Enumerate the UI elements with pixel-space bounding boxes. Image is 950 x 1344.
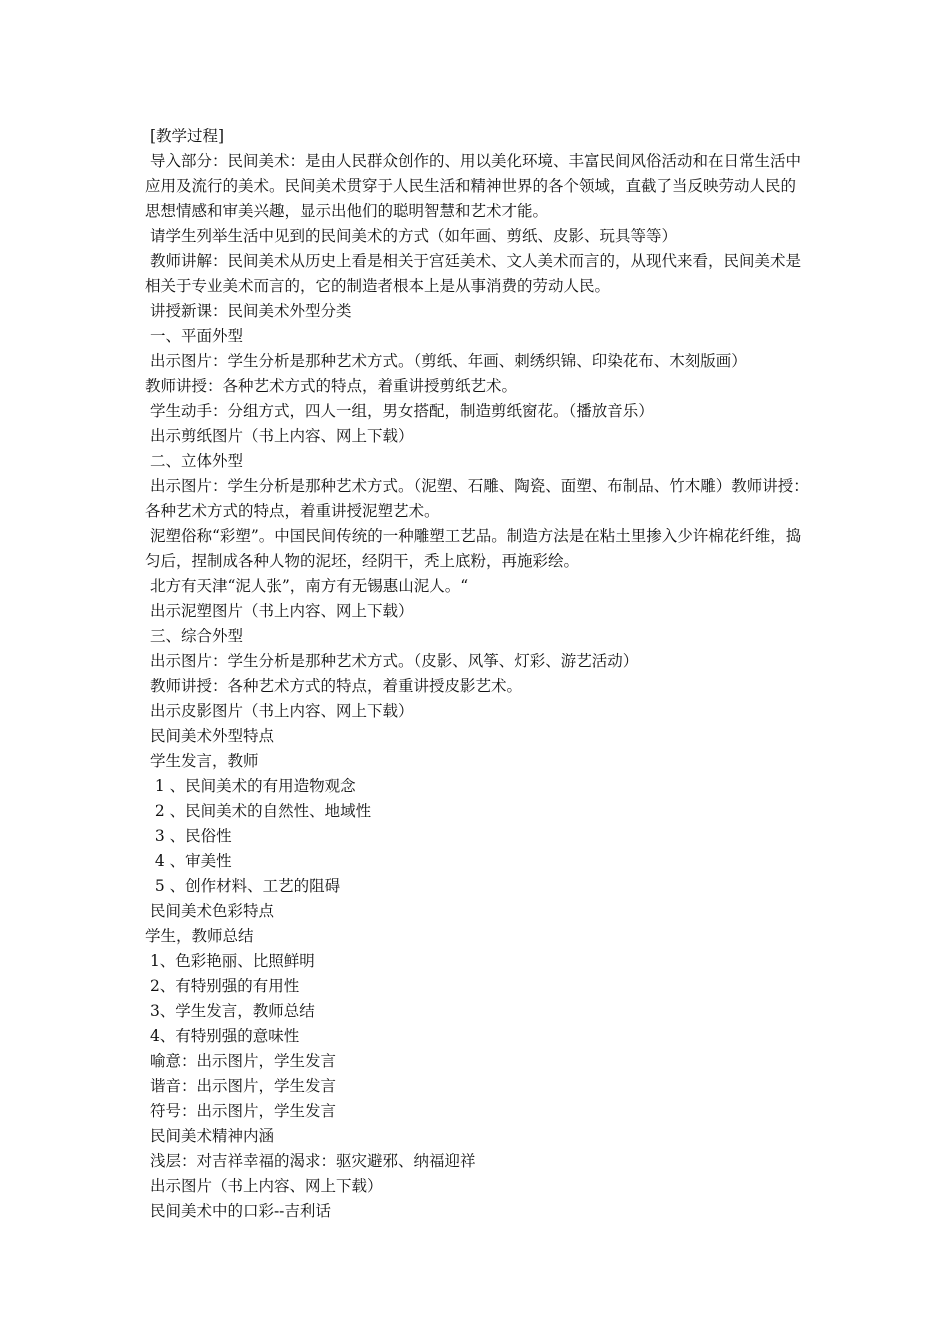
list-item: 5 、创作材料、工艺的阻碍 <box>145 877 341 895</box>
paragraph: 符号：出示图片，学生发言 <box>145 1102 336 1120</box>
paragraph: 谐音：出示图片，学生发言 <box>145 1077 336 1095</box>
list-item: 1 、民间美术的有用造物观念 <box>145 777 356 795</box>
subheading: 民间美术精神内涵 <box>145 1127 274 1145</box>
paragraph: 出示图片（书上内容、网上下载） <box>145 1177 383 1195</box>
paragraph: 学生发言，教师 <box>145 752 259 770</box>
paragraph: 出示剪纸图片（书上内容、网上下载） <box>145 427 414 445</box>
subheading: 二、立体外型 <box>145 452 243 470</box>
paragraph: 教师讲授：各种艺术方式的特点，着重讲授皮影艺术。 <box>145 677 522 695</box>
paragraph: 出示皮影图片（书上内容、网上下载） <box>145 702 414 720</box>
document-body <box>145 124 810 1224</box>
paragraph: 学生，教师总结 <box>145 927 254 945</box>
subheading: 民间美术外型特点 <box>145 727 274 745</box>
paragraph: 出示图片：学生分析是那种艺术方式。（泥塑、石雕、陶瓷、面塑、布制品、竹木雕）教师讲授：各种艺术方式的特点，着重讲授泥塑艺术。 <box>145 477 809 520</box>
paragraph: 教师讲授：各种艺术方式的特点，着重讲授剪纸艺术。 <box>145 377 518 395</box>
paragraph: 喻意：出示图片，学生发言 <box>145 1052 336 1070</box>
paragraph: 请学生列举生活中见到的民间美术的方式（如年画、剪纸、皮影、玩具等等） <box>145 227 677 245</box>
paragraph: 出示图片：学生分析是那种艺术方式。（剪纸、年画、刺绣织锦、印染花布、木刻版画） <box>145 352 747 370</box>
paragraph: 讲授新课：民间美术外型分类 <box>145 302 352 320</box>
subheading: 三、综合外型 <box>145 627 243 645</box>
paragraph: 北方有天津“泥人张”，南方有无锡惠山泥人。“ <box>145 577 469 595</box>
paragraph: 学生动手：分组方式，四人一组，男女搭配，制造剪纸窗花。（播放音乐） <box>145 402 654 420</box>
list-item: 2、有特别强的有用性 <box>145 977 300 995</box>
paragraph: 泥塑俗称“彩塑”。中国民间传统的一种雕塑工艺品。制造方法是在粘土里掺入少许棉花纤维，捣匀后，捏制成各种人物的泥坯，经阴干，秃上底粉，再施彩绘。 <box>145 527 802 570</box>
list-item: 3、学生发言，教师总结 <box>145 1002 315 1020</box>
subheading: 一、平面外型 <box>145 327 243 345</box>
paragraph: 导入部分：民间美术：是由人民群众创作的、用以美化环境、丰富民间风俗活动和在日常生活中应用及流行的美术。民间美术贯穿于人民生活和精神世界的各个领域，直截了当反映劳动人民的思想情感和审美兴趣，显示出他们的聪明智慧和艺术才能。 <box>145 152 801 220</box>
paragraph: 民间美术中的口彩--吉利话 <box>145 1202 331 1220</box>
list-item: 2 、民间美术的自然性、地域性 <box>145 802 372 820</box>
list-item: 3 、民俗性 <box>145 827 232 845</box>
list-item: 4、有特别强的意味性 <box>145 1027 300 1045</box>
paragraph: 教师讲解：民间美术从历史上看是相关于宫廷美术、文人美术而言的，从现代来看，民间美术是相关于专业美术而言的，它的制造者根本上是从事消费的劳动人民。 <box>145 252 801 295</box>
list-item: 1、色彩艳丽、比照鲜明 <box>145 952 315 970</box>
section-heading: [教学过程] <box>145 127 225 145</box>
paragraph: 浅层：对吉祥幸福的渴求：驱灾避邪、纳福迎祥 <box>145 1152 476 1170</box>
paragraph: 出示图片：学生分析是那种艺术方式。（皮影、风筝、灯彩、游艺活动） <box>145 652 639 670</box>
list-item: 4 、审美性 <box>145 852 232 870</box>
subheading: 民间美术色彩特点 <box>145 902 274 920</box>
paragraph: 出示泥塑图片（书上内容、网上下载） <box>145 602 414 620</box>
